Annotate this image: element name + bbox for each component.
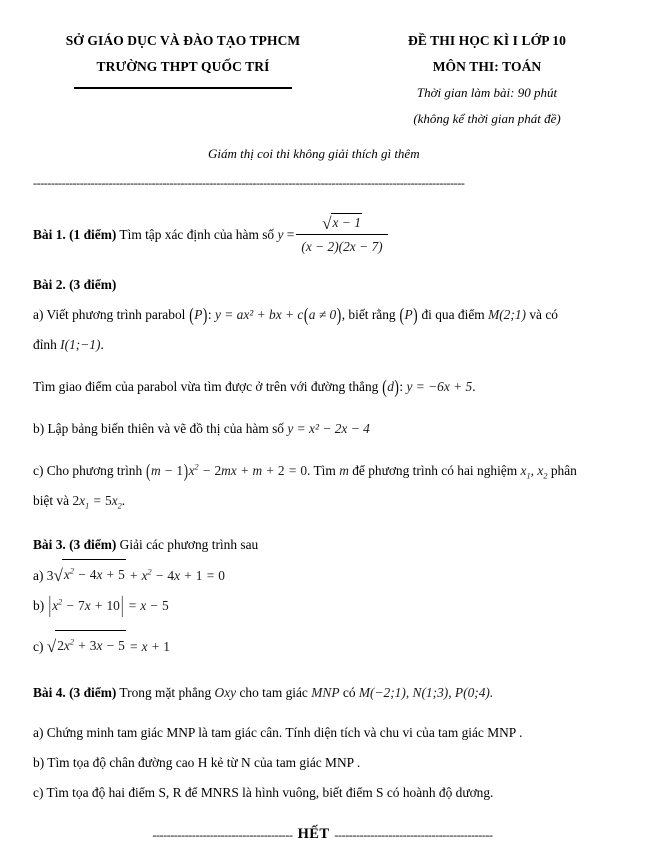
document-header: [33, 0, 612, 132]
problem-1: [33, 215, 612, 257]
problem-2c-tail: để phương trình có hai nghiệm: [352, 463, 518, 478]
footer-dashes-right: --------------------------------------------: [334, 828, 493, 842]
problem-4a-text: a) Chứng minh tam giác MNP là tam giác cân. Tính diện tích và chu vi của tam giác MNP .: [33, 725, 523, 740]
point-m: M(2;1): [488, 307, 526, 322]
exam-title: ĐỀ THI HỌC KÌ I LỚP 10: [408, 33, 566, 48]
vertex-word: đỉnh: [33, 337, 57, 352]
document-footer: [33, 826, 612, 843]
problem-4-intro-line: [33, 678, 612, 708]
problem-2b-line: [33, 414, 612, 444]
exam-content: [33, 192, 612, 843]
problem-2-label: Bài 2. (3 điểm): [33, 277, 117, 292]
problem-2b-equation: y = x² − 2x − 4: [287, 421, 370, 436]
problem-2-label-line: [33, 270, 612, 300]
abs-bar-right: |: [120, 591, 124, 617]
problem-2a-line2: [33, 330, 612, 360]
sqrt-x-minus-1: [322, 214, 362, 233]
header-left-block: [33, 28, 333, 89]
problem-2a-mid: , biết rằng: [341, 307, 396, 322]
problem-3-text: Giải các phương trình sau: [119, 537, 259, 552]
problem-3-label: Bài 3. (3 điểm): [33, 537, 117, 552]
problem-2c-equation: $(m - 1)x^2 - 2mx + m + 2 = 0$: [146, 458, 308, 481]
problem-2c-line2-prefix: biệt và: [33, 493, 70, 508]
exam-duration-note: (không kể thời gian phát đề): [413, 111, 561, 126]
problem-2a-period: .: [100, 337, 104, 352]
problem-3-label-line: [33, 530, 612, 560]
problem-2c-line2: [33, 486, 612, 516]
problem-1-label: Bài 1. (1 điểm): [33, 227, 117, 243]
proctor-note: Giám thị coi thi không giải thích gì thêm: [208, 146, 420, 161]
problem-2c-prefix: c) Cho phương trình: [33, 463, 143, 478]
footer-dashes-left: ---------------------------------------: [152, 828, 293, 842]
parabola-equation: y = ax² + bx + c: [214, 307, 304, 322]
footer-het-label: HẾT: [297, 826, 330, 842]
intersection-text: Tìm giao điểm của parabol vừa tìm được ở trên với đường thẳng: [33, 379, 379, 394]
exam-duration: Thời gian làm bài: 90 phút: [416, 85, 558, 100]
problem-3: [33, 530, 612, 662]
problem-3a-line: a) $3√x^2 - 4x + 5 + x^2 - 4x + 1 = 0$: [33, 560, 612, 591]
problem-2c-mid: . Tìm: [307, 463, 336, 478]
triangle-vertices-coordinates: M(−2;1), N(1;3), P(0;4).: [358, 685, 494, 700]
parabola-symbol: P: [194, 307, 203, 322]
problem-4-intro-mid: cho tam giác: [239, 685, 308, 700]
abs-bar-left: |: [48, 591, 52, 617]
problem-2a-tail: và có: [529, 307, 558, 322]
problem-2a-intersection-line: Tìm giao điểm của parabol vừa tìm được ở trên với đường thẳng (d): y = −6x + 5.: [33, 374, 476, 397]
header-dashed-separator: ------------------------------------------------------------------------------------------------------------------------: [33, 176, 465, 190]
parabola-symbol-2: P: [404, 307, 413, 322]
radical-sign-icon: √: [46, 637, 57, 656]
line-d-symbol: d: [387, 379, 394, 394]
problem-4: [33, 678, 612, 808]
parabola-condition: a ≠ 0: [308, 307, 337, 322]
problem-4b-text: b) Tìm tọa độ chân đường cao H kẻ từ N của tam giác MNP .: [33, 755, 361, 770]
fraction-numerator: [296, 214, 387, 234]
radical-sign-icon: √: [322, 214, 332, 233]
problem-4-label: Bài 4. (3 điểm): [33, 685, 117, 700]
problem-3b-equation: $|x^2 - 7x + 10| = x - 5$: [48, 598, 169, 613]
problem-2a-prefix: a) Viết phương trình parabol: [33, 307, 186, 322]
root-relation-condition: $2x_1 = 5x_2$: [72, 493, 122, 511]
problem-3c-line: c) $√2x^2 + 3x - 5 = x + 1$: [33, 631, 612, 662]
problem-1-equals: =: [286, 227, 295, 243]
problem-4-co: có: [342, 685, 356, 700]
roots-x1-x2: $x_1$, $x_2$: [520, 463, 548, 481]
problem-2c-line1: [33, 456, 612, 486]
school-name: TRƯỜNG THPT QUỐC TRÍ: [96, 59, 270, 74]
radicand: x − 1: [332, 215, 361, 230]
problem-4a-line: [33, 718, 612, 748]
triangle-mnp-symbol: MNP: [311, 685, 340, 700]
department-name: SỞ GIÁO DỤC VÀ ĐÀO TẠO TPHCM: [65, 33, 301, 48]
problem-1-fraction: [296, 214, 387, 256]
problem-2c-period: .: [121, 493, 126, 508]
coordinate-plane-symbol: Oxy: [214, 685, 237, 700]
problem-2a-pass: đi qua điểm: [421, 307, 485, 322]
parameter-m: m: [339, 463, 349, 478]
header-underline: [74, 87, 292, 89]
header-right-block: [362, 28, 612, 132]
problem-2: [33, 270, 612, 516]
line-d-equation: y = −6x + 5: [406, 379, 473, 394]
problem-1-variable: y: [277, 227, 284, 243]
problem-4c-text: c) Tìm tọa độ hai điểm S, R để MNRS là hình vuông, biết điểm S có hoành độ dương.: [33, 785, 494, 800]
problem-3c-equation: $√2x^2 + 3x - 5 = x + 1$: [47, 639, 170, 654]
problem-2c-end: phân: [550, 463, 577, 478]
problem-2a-line1: a) Viết phương trình parabol (P): y = ax² + bx + c(a ≠ 0), biết rằng (P) đi qua điểm M(2;1) và có: [33, 302, 558, 325]
problem-4b-line: [33, 748, 612, 778]
problem-2b-text: b) Lập bảng biến thiên và vẽ đồ thị của hàm số: [33, 421, 285, 436]
exam-subject: MÔN THI: TOÁN: [432, 59, 542, 74]
radical-sign-icon: √: [53, 566, 63, 585]
fraction-denominator: (x − 2)(2x − 7): [296, 234, 387, 256]
problem-3b-line: b) $|x^2 - 7x + 10| = x - 5$: [33, 591, 612, 621]
point-i: I(1;−1): [60, 337, 101, 352]
problem-4-intro-prefix: Trong mặt phẳng: [119, 685, 212, 700]
problem-1-text: Tìm tập xác định của hàm số: [119, 227, 275, 243]
problem-2a-colon: :: [207, 307, 212, 322]
problem-3a-equation: $3√x^2 - 4x + 5 + x^2 - 4x + 1 = 0$: [47, 568, 225, 583]
problem-4c-line: [33, 778, 612, 808]
problem-1-line: [33, 215, 612, 257]
